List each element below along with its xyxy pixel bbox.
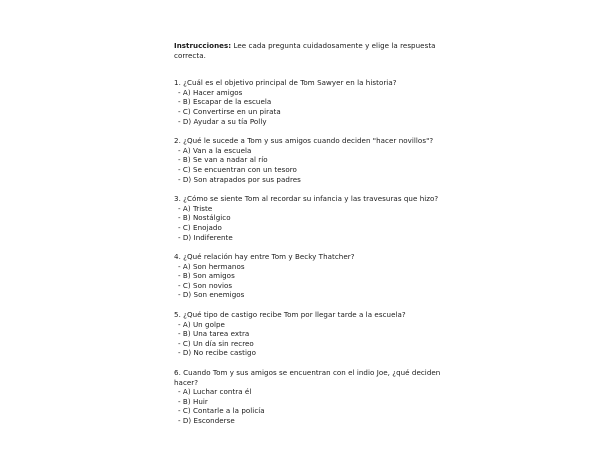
- option-a: - A) Son hermanos: [178, 261, 245, 271]
- option-b: - B) Huir: [178, 396, 208, 406]
- option-d: - D) Indiferente: [178, 232, 233, 242]
- question-2: [174, 136, 444, 184]
- question-3: [174, 194, 444, 242]
- option-a: - A) Triste: [178, 203, 213, 213]
- option-d: - D) Son enemigos: [178, 290, 245, 300]
- option-c: - C) Son novios: [178, 280, 233, 290]
- option-c: - C) Un día sin recreo: [178, 338, 254, 348]
- option-a: - A) Van a la escuela: [178, 145, 252, 155]
- question-text: 4. ¿Qué relación hay entre Tom y Becky Thatcher?: [174, 252, 355, 262]
- quiz-document: [174, 41, 444, 436]
- option-a: - A) Hacer amigos: [178, 87, 243, 97]
- option-c: - C) Contarle a la policía: [178, 406, 265, 416]
- option-b: - B) Son amigos: [178, 271, 235, 281]
- question-text: 2. ¿Qué le sucede a Tom y sus amigos cuando deciden "hacer novillos"?: [174, 136, 434, 146]
- option-c: - C) Se encuentran con un tesoro: [178, 164, 297, 174]
- option-c: - C) Convertirse en un pirata: [178, 106, 281, 116]
- question-text: 6. Cuando Tom y sus amigos se encuentran con el indio Joe, ¿qué deciden hacer?: [174, 368, 441, 387]
- instructions: [174, 41, 444, 60]
- question-text: 3. ¿Cómo se siente Tom al recordar su infancia y las travesuras que hizo?: [174, 194, 439, 204]
- question-6: [174, 368, 444, 426]
- question-4: [174, 252, 444, 300]
- option-a: - A) Luchar contra él: [178, 387, 252, 397]
- option-b: - B) Una tarea extra: [178, 329, 250, 339]
- option-d: - D) Ayudar a su tía Polly: [178, 116, 267, 126]
- question-text: 5. ¿Qué tipo de castigo recibe Tom por llegar tarde a la escuela?: [174, 310, 406, 320]
- option-b: - B) Nostálgico: [178, 213, 231, 223]
- instructions-label: Instrucciones:: [174, 41, 232, 50]
- option-b: - B) Se van a nadar al río: [178, 155, 268, 165]
- question-1: [174, 78, 444, 126]
- option-d: - D) Son atrapados por sus padres: [178, 174, 301, 184]
- option-d: - D) Esconderse: [178, 416, 235, 425]
- option-c: - C) Enojado: [178, 222, 222, 232]
- option-a: - A) Un golpe: [178, 319, 225, 329]
- question-5: [174, 310, 444, 358]
- option-b: - B) Escapar de la escuela: [178, 97, 272, 107]
- question-text: 1. ¿Cuál es el objetivo principal de Tom Sawyer en la historia?: [174, 78, 397, 88]
- option-d: - D) No recibe castigo: [178, 348, 256, 358]
- instructions-text: Lee cada pregunta cuidadosamente y elige la respuesta correcta.: [174, 41, 436, 60]
